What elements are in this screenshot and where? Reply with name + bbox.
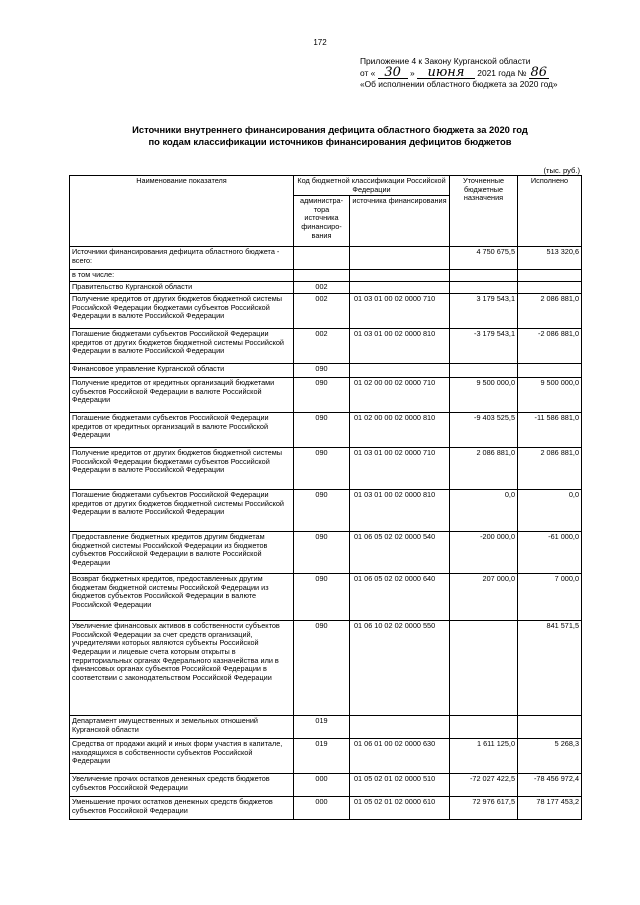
cell-executed bbox=[518, 270, 582, 282]
cell-source-code bbox=[350, 247, 450, 270]
cell-source-code: 01 03 01 00 02 0000 710 bbox=[350, 294, 450, 329]
cell-refined: 3 179 543,1 bbox=[450, 294, 518, 329]
cell-name: Получение кредитов от кредитных организаций бюджетами субъектов Российской Федерации в валюте Российской Федерации bbox=[70, 378, 294, 413]
cell-source-code: 01 06 10 02 02 0000 550 bbox=[350, 621, 450, 716]
cell-source-code bbox=[350, 716, 450, 739]
table-row bbox=[70, 448, 582, 490]
cell-admin-code: 090 bbox=[294, 448, 350, 490]
appendix-line-2 bbox=[360, 64, 590, 80]
cell-refined bbox=[450, 270, 518, 282]
cell-source-code: 01 03 01 00 02 0000 810 bbox=[350, 329, 450, 364]
cell-admin-code: 019 bbox=[294, 716, 350, 739]
cell-executed: 5 268,3 bbox=[518, 739, 582, 774]
appendix-line-1: Приложение 4 к Закону Курганской области bbox=[360, 56, 531, 66]
cell-source-code bbox=[350, 364, 450, 378]
cell-name: Погашение бюджетами субъектов Российской Федерации кредитов от других бюджетов бюджетной системы Российской Федерации в валюте Российской Федерации bbox=[70, 329, 294, 364]
cell-name: Погашение бюджетами субъектов Российской Федерации кредитов от других бюджетов бюджетной системы Российской Федерации в валюте Российской Федерации bbox=[70, 490, 294, 532]
cell-name: Получение кредитов от других бюджетов бюджетной системы Российской Федерации бюджетами субъектов Российской Федерации в валюте Российской Федерации bbox=[70, 294, 294, 329]
cell-name: Департамент имущественных и земельных отношений Курганской области bbox=[70, 716, 294, 739]
cell-name: Погашение бюджетами субъектов Российской Федерации кредитов от кредитных организаций в валюте Российской Федерации bbox=[70, 413, 294, 448]
cell-executed: -11 586 881,0 bbox=[518, 413, 582, 448]
cell-admin-code: 002 bbox=[294, 294, 350, 329]
cell-source-code: 01 02 00 00 02 0000 810 bbox=[350, 413, 450, 448]
cell-source-code: 01 03 01 00 02 0000 710 bbox=[350, 448, 450, 490]
cell-refined: 72 976 617,5 bbox=[450, 797, 518, 820]
cell-source-code bbox=[350, 282, 450, 294]
cell-name: Предоставление бюджетных кредитов другим бюджетам бюджетной системы Российской Федерации из бюджетов субъектов Российской Федерации в валюте Российской Федерации bbox=[70, 532, 294, 574]
handwritten-month: июня bbox=[417, 68, 475, 79]
table-row bbox=[70, 378, 582, 413]
cell-refined: 207 000,0 bbox=[450, 574, 518, 621]
cell-admin-code: 090 bbox=[294, 378, 350, 413]
header-executed: Исполнено bbox=[518, 176, 582, 247]
cell-admin-code bbox=[294, 247, 350, 270]
cell-executed bbox=[518, 364, 582, 378]
cell-refined: 1 611 125,0 bbox=[450, 739, 518, 774]
cell-source-code: 01 03 01 00 02 0000 810 bbox=[350, 490, 450, 532]
cell-refined: -72 027 422,5 bbox=[450, 774, 518, 797]
page-number: 172 bbox=[313, 38, 327, 47]
header-admin: администра-тора источника финансиро-вания bbox=[294, 196, 350, 247]
handwritten-law-number: 86 bbox=[530, 64, 548, 80]
cell-admin-code: 000 bbox=[294, 774, 350, 797]
appendix-year-number: 2021 года № bbox=[477, 67, 527, 78]
cell-source-code: 01 06 01 00 02 0000 630 bbox=[350, 739, 450, 774]
cell-refined: 9 500 000,0 bbox=[450, 378, 518, 413]
appendix-line-3: «Об исполнении областного бюджета за 2020 год» bbox=[360, 79, 558, 89]
table-row bbox=[70, 329, 582, 364]
cell-executed bbox=[518, 716, 582, 739]
cell-admin-code: 090 bbox=[294, 532, 350, 574]
cell-admin-code: 000 bbox=[294, 797, 350, 820]
units-label: (тыс. руб.) bbox=[543, 166, 580, 175]
cell-admin-code: 090 bbox=[294, 574, 350, 621]
cell-executed bbox=[518, 282, 582, 294]
cell-executed: -61 000,0 bbox=[518, 532, 582, 574]
table-row bbox=[70, 490, 582, 532]
cell-refined bbox=[450, 621, 518, 716]
table-body bbox=[70, 247, 582, 820]
table-row bbox=[70, 621, 582, 716]
cell-name: Источники финансирования дефицита областного бюджета - всего: bbox=[70, 247, 294, 270]
cell-executed: 0,0 bbox=[518, 490, 582, 532]
cell-name: Средства от продажи акций и иных форм участия в капитале, находящихся в собственности субъектов Российской Федерации bbox=[70, 739, 294, 774]
table-row bbox=[70, 716, 582, 739]
cell-executed: 7 000,0 bbox=[518, 574, 582, 621]
cell-executed: 841 571,5 bbox=[518, 621, 582, 716]
table-row bbox=[70, 739, 582, 774]
cell-admin-code: 090 bbox=[294, 490, 350, 532]
cell-refined: 4 750 675,5 bbox=[450, 247, 518, 270]
cell-admin-code: 090 bbox=[294, 364, 350, 378]
cell-refined: -3 179 543,1 bbox=[450, 329, 518, 364]
table-row bbox=[70, 364, 582, 378]
cell-name: Правительство Курганской области bbox=[70, 282, 294, 294]
cell-name: Увеличение прочих остатков денежных средств бюджетов субъектов Российской Федерации bbox=[70, 774, 294, 797]
cell-source-code bbox=[350, 270, 450, 282]
cell-source-code: 01 06 05 02 02 0000 540 bbox=[350, 532, 450, 574]
table-row bbox=[70, 774, 582, 797]
header-refined: Уточненные бюджетные назначения bbox=[450, 176, 518, 247]
cell-refined bbox=[450, 716, 518, 739]
cell-refined: 0,0 bbox=[450, 490, 518, 532]
table-header-row bbox=[70, 176, 582, 196]
table-row bbox=[70, 797, 582, 820]
cell-admin-code bbox=[294, 270, 350, 282]
cell-source-code: 01 05 02 01 02 0000 610 bbox=[350, 797, 450, 820]
cell-executed: 513 320,6 bbox=[518, 247, 582, 270]
cell-refined: 2 086 881,0 bbox=[450, 448, 518, 490]
table-row bbox=[70, 270, 582, 282]
header-code-group: Код бюджетной классификации Российской Федерации bbox=[294, 176, 450, 196]
cell-name: Увеличение финансовых активов в собственности субъектов Российской Федерации за счет средств организаций, учредителями которых являются субъекты Российской Федерации и лицевые счета которым открыты в территориальных органах Федерального казначейства или в финансовых органах субъектов Российской Федерации в соответствии с законодательством Российской Федерации bbox=[70, 621, 294, 716]
cell-name: в том числе: bbox=[70, 270, 294, 282]
cell-executed: 78 177 453,2 bbox=[518, 797, 582, 820]
table-row bbox=[70, 413, 582, 448]
cell-refined: -9 403 525,5 bbox=[450, 413, 518, 448]
cell-admin-code: 090 bbox=[294, 413, 350, 448]
cell-admin-code: 019 bbox=[294, 739, 350, 774]
cell-admin-code: 002 bbox=[294, 282, 350, 294]
cell-refined bbox=[450, 282, 518, 294]
cell-source-code: 01 06 05 02 02 0000 640 bbox=[350, 574, 450, 621]
document-title bbox=[60, 124, 600, 148]
title-line-1: Источники внутреннего финансирования дефицита областного бюджета за 2020 год bbox=[132, 124, 528, 135]
cell-name: Получение кредитов от других бюджетов бюджетной системы Российской Федерации бюджетами субъектов Российской Федерации в валюте Российской Федерации bbox=[70, 448, 294, 490]
cell-admin-code: 002 bbox=[294, 329, 350, 364]
appendix-quote-close: » bbox=[409, 67, 415, 78]
table-row bbox=[70, 574, 582, 621]
cell-name: Уменьшение прочих остатков денежных средств бюджетов субъектов Российской Федерации bbox=[70, 797, 294, 820]
handwritten-day: 30 bbox=[378, 68, 408, 79]
cell-name: Возврат бюджетных кредитов, предоставленных другим бюджетам бюджетной системы Российской Федерации из бюджетов субъектов Российской Федерации в валюте Российской Федерации bbox=[70, 574, 294, 621]
table-row bbox=[70, 282, 582, 294]
cell-executed: 2 086 881,0 bbox=[518, 294, 582, 329]
appendix-from: от « bbox=[360, 67, 376, 78]
cell-executed: 9 500 000,0 bbox=[518, 378, 582, 413]
table-row bbox=[70, 247, 582, 270]
cell-executed: -78 456 972,4 bbox=[518, 774, 582, 797]
cell-refined: -200 000,0 bbox=[450, 532, 518, 574]
table-row bbox=[70, 294, 582, 329]
cell-admin-code: 090 bbox=[294, 621, 350, 716]
cell-executed: 2 086 881,0 bbox=[518, 448, 582, 490]
cell-source-code: 01 02 00 00 02 0000 710 bbox=[350, 378, 450, 413]
cell-refined bbox=[450, 364, 518, 378]
appendix-header bbox=[360, 56, 590, 91]
cell-source-code: 01 05 02 01 02 0000 510 bbox=[350, 774, 450, 797]
title-line-2: по кодам классификации источников финансирования дефицитов бюджетов bbox=[148, 136, 512, 147]
financing-sources-table bbox=[69, 175, 582, 820]
header-source: источника финансирования bbox=[350, 196, 450, 247]
header-name: Наименование показателя bbox=[70, 176, 294, 247]
cell-executed: -2 086 881,0 bbox=[518, 329, 582, 364]
table-row bbox=[70, 532, 582, 574]
cell-name: Финансовое управление Курганской области bbox=[70, 364, 294, 378]
